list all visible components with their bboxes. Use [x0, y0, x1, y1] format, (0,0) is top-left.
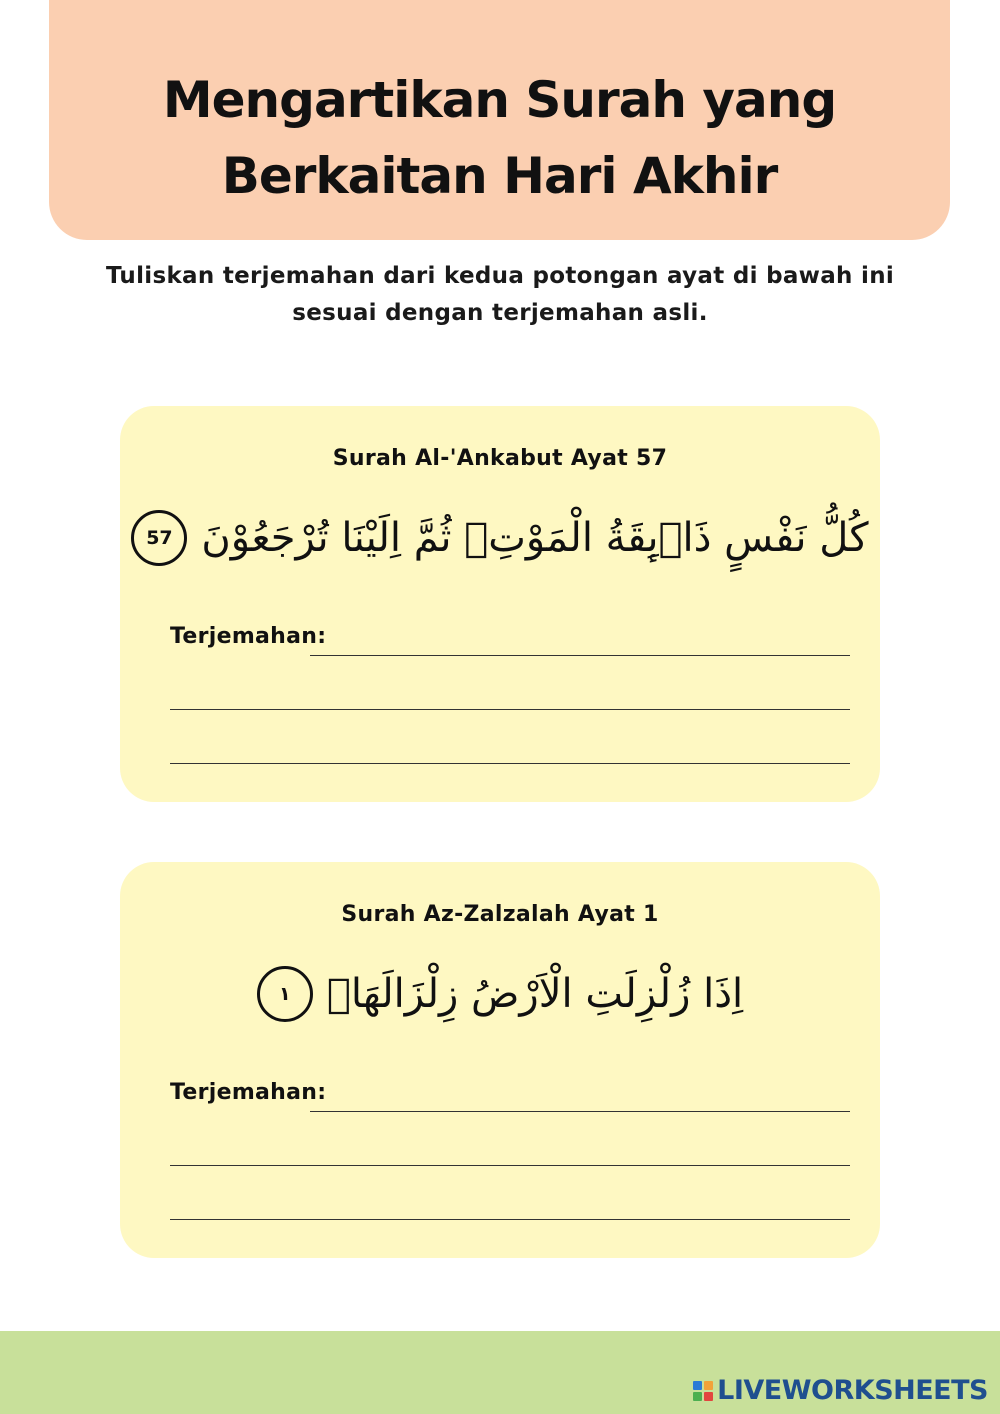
answer-line-2[interactable] — [170, 1165, 850, 1166]
answer-line-3[interactable] — [170, 763, 850, 764]
header-banner — [49, 0, 950, 240]
arabic-verse: كُلُّ نَفْسٍ ذَاۤىِٕقَةُ الْمَوْتِۗ ثُمَّ اِلَيْنَا تُرْجَعُوْنَ — [201, 515, 869, 561]
answer-line-1[interactable] — [310, 655, 850, 656]
ayah-number-badge: 57 — [131, 510, 187, 566]
translation-label: Terjemahan: — [170, 624, 327, 649]
answer-line-3[interactable] — [170, 1219, 850, 1220]
ayah-row — [120, 954, 880, 1034]
ayah-card-zalzalah — [120, 862, 880, 1258]
title-line-1: Mengartikan Surah yang — [162, 71, 837, 129]
page-title — [49, 62, 950, 214]
answer-line-2[interactable] — [170, 709, 850, 710]
instruction-text: Tuliskan terjemahan dari kedua potongan ayat di bawah ini sesuai dengan terjemahan asli. — [105, 263, 895, 326]
brand-name: LIVEWORKSHEETS — [717, 1375, 988, 1406]
footer-bar — [0, 1331, 1000, 1414]
answer-line-1[interactable] — [310, 1111, 850, 1112]
card-heading: Surah Al-'Ankabut Ayat 57 — [332, 446, 668, 471]
ayah-row — [120, 498, 880, 578]
card-heading: Surah Az-Zalzalah Ayat 1 — [341, 902, 659, 927]
title-line-2: Berkaitan Hari Akhir — [221, 147, 778, 205]
ayah-number-badge: ١ — [257, 966, 313, 1022]
liveworksheets-logo-icon — [693, 1381, 713, 1401]
ayah-card-ankabut — [120, 406, 880, 802]
translation-label: Terjemahan: — [170, 1080, 327, 1105]
liveworksheets-brand[interactable] — [693, 1375, 988, 1406]
arabic-verse: اِذَا زُلْزِلَتِ الْاَرْضُ زِلْزَالَهَاۙ — [326, 971, 744, 1017]
